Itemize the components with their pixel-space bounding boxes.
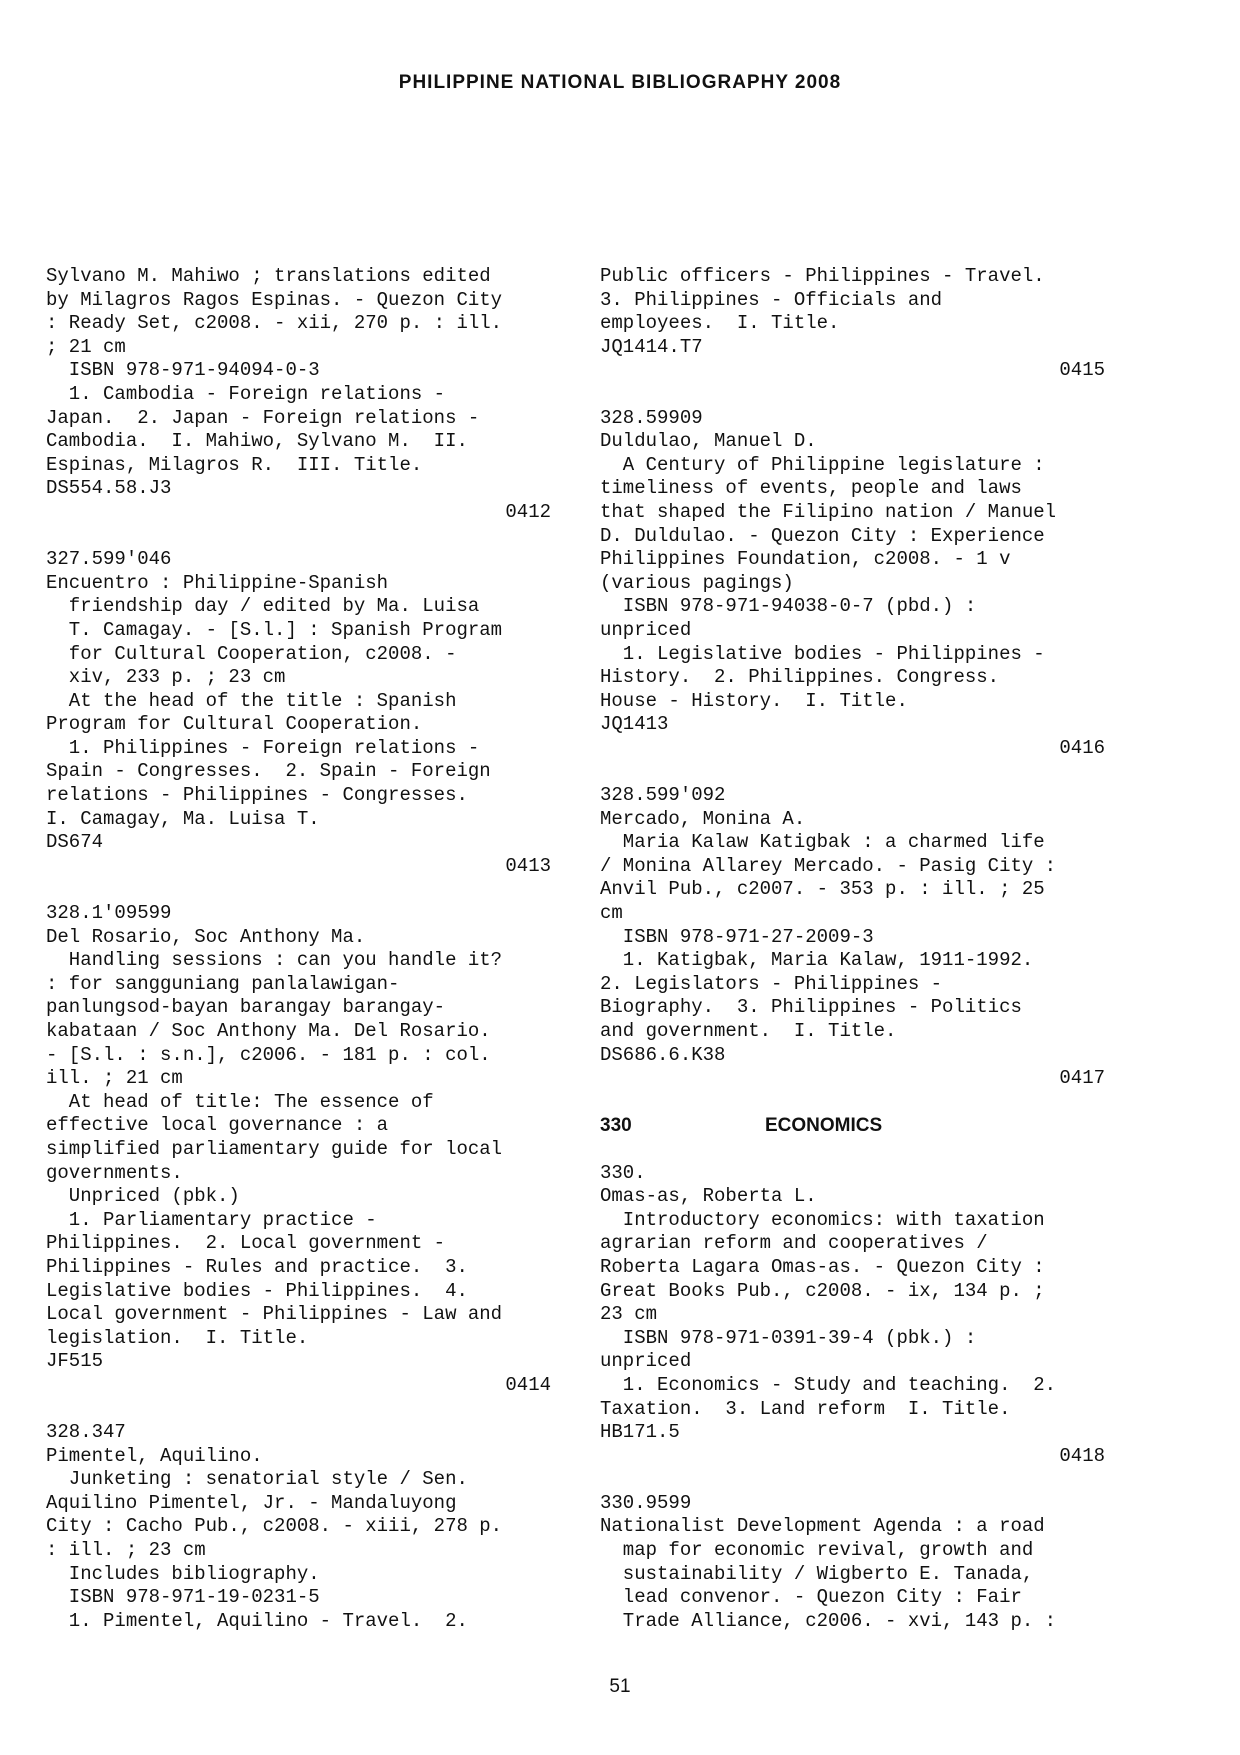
entry-line: City : Cacho Pub., c2008. - xiii, 278 p.	[46, 1515, 503, 1538]
entry-line: 1. Parliamentary practice -	[46, 1208, 377, 1231]
entry-line: cm	[600, 902, 623, 925]
entry-line: xiv, 233 p. ; 23 cm	[46, 666, 286, 689]
entry-line: T. Camagay. - [S.l.] : Spanish Program	[46, 618, 503, 641]
entry-number: 0416	[1059, 736, 1105, 759]
entry-line: Espinas, Milagros R. III. Title.	[46, 453, 423, 476]
entry-line: effective local governance : a	[46, 1114, 389, 1137]
entry-line: unpriced	[600, 1350, 692, 1373]
entry-line: Philippines. 2. Local government -	[46, 1232, 446, 1255]
entry-line: Anvil Pub., c2007. - 353 p. : ill. ; 25	[600, 878, 1045, 901]
entry-line: 330.9599	[600, 1491, 692, 1514]
entry-line: Sylvano M. Mahiwo ; translations edited	[46, 265, 491, 287]
entry-line: : for sangguniang panlalawigan-	[46, 972, 400, 995]
entry-line: At the head of the title : Spanish	[46, 689, 457, 712]
entry-line: DS674	[46, 831, 104, 854]
entry-line: Duldulao, Manuel D.	[600, 430, 817, 453]
entry-line: History. 2. Philippines. Congress.	[600, 666, 1000, 689]
bibliography-entry	[46, 548, 551, 878]
section-heading	[600, 1114, 1105, 1138]
entry-line: unpriced	[600, 618, 692, 641]
entry-line: 23 cm	[600, 1303, 658, 1326]
entry-line: Cambodia. I. Mahiwo, Sylvano M. II.	[46, 430, 468, 453]
bibliography-entry	[46, 1421, 551, 1633]
right-column	[600, 265, 1105, 1633]
entry-line: Roberta Lagara Omas-as. - Quezon City :	[600, 1255, 1045, 1278]
entry-line: Philippines Foundation, c2008. - 1 v	[600, 548, 1011, 571]
entry-line: lead convenor. - Quezon City : Fair	[600, 1586, 1022, 1609]
entry-line: 327.599'046	[46, 548, 172, 571]
entry-line: ISBN 978-971-19-0231-5	[46, 1586, 320, 1609]
left-column	[46, 265, 551, 1633]
entry-line: (various pagings)	[600, 571, 794, 594]
page-title: PHILIPPINE NATIONAL BIBLIOGRAPHY 2008	[398, 72, 842, 93]
entry-line: Japan. 2. Japan - Foreign relations -	[46, 406, 480, 429]
entry-line: At head of title: The essence of	[46, 1090, 434, 1113]
entry-line: 330.	[600, 1161, 646, 1184]
entry-line: JQ1413	[600, 713, 669, 736]
entry-line: Omas-as, Roberta L.	[600, 1185, 817, 1208]
entry-line: Spain - Congresses. 2. Spain - Foreign	[46, 760, 491, 783]
entry-line: DS554.58.J3	[46, 477, 172, 500]
bibliography-entry	[46, 265, 551, 525]
entry-number: 0412	[505, 500, 551, 523]
entry-line: Biography. 3. Philippines - Politics	[600, 996, 1022, 1019]
entry-line: kabataan / Soc Anthony Ma. Del Rosario.	[46, 1020, 491, 1042]
entry-line: / Monina Allarey Mercado. - Pasig City :	[600, 854, 1057, 877]
entry-line: Philippines - Rules and practice. 3.	[46, 1255, 468, 1278]
entry-line: and government. I. Title.	[600, 1020, 897, 1042]
entry-line: House - History. I. Title.	[600, 689, 908, 712]
entry-line: : ill. ; 23 cm	[46, 1539, 206, 1562]
entry-number: 0413	[505, 854, 551, 877]
entry-line: ISBN 978-971-27-2009-3	[600, 925, 874, 948]
entry-line: Aquilino Pimentel, Jr. - Mandaluyong	[46, 1491, 457, 1514]
entry-line: by Milagros Ragos Espinas. - Quezon City	[46, 288, 503, 311]
page-number: 51	[609, 1676, 631, 1697]
entry-line: for Cultural Cooperation, c2008. -	[46, 642, 457, 665]
bibliography-entry	[600, 1492, 1105, 1634]
entry-line: 1. Cambodia - Foreign relations -	[46, 382, 446, 405]
entry-line: - [S.l. : s.n.], c2006. - 181 p. : col.	[46, 1043, 491, 1066]
entry-line: 328.59909	[600, 406, 703, 429]
entry-line: Mercado, Monina A.	[600, 807, 806, 830]
entry-line: 328.347	[46, 1421, 126, 1444]
entry-line: ISBN 978-971-94038-0-7 (pbd.) :	[600, 595, 977, 618]
entry-line: friendship day / edited by Ma. Luisa	[46, 595, 480, 618]
entry-line: 1. Legislative bodies - Philippines -	[600, 642, 1045, 665]
entry-line: Pimentel, Aquilino.	[46, 1444, 263, 1467]
entry-line: Public officers - Philippines - Travel.	[600, 265, 1045, 287]
entry-number: 0417	[1059, 1067, 1105, 1090]
entry-line: 328.1'09599	[46, 902, 172, 925]
entry-number: 0418	[1059, 1444, 1105, 1467]
bibliography-entry	[600, 265, 1105, 383]
entry-line: ; 21 cm	[46, 335, 126, 358]
entry-line: JQ1414.T7	[600, 335, 703, 358]
section-number: 330	[600, 1115, 632, 1137]
entry-line: Legislative bodies - Philippines. 4.	[46, 1279, 468, 1302]
entry-line: legislation. I. Title.	[46, 1326, 309, 1349]
entry-line: Trade Alliance, c2006. - xvi, 143 p. :	[600, 1609, 1057, 1632]
bibliography-entry	[600, 784, 1105, 1091]
entry-line: ISBN 978-971-0391-39-4 (pbk.) :	[600, 1326, 977, 1349]
entry-line: 1. Philippines - Foreign relations -	[46, 736, 480, 759]
entry-line: employees. I. Title.	[600, 312, 840, 335]
entry-line: sustainability / Wigberto E. Tanada,	[600, 1562, 1034, 1585]
entry-line: Unpriced (pbk.)	[46, 1185, 240, 1208]
entry-line: Maria Kalaw Katigbak : a charmed life	[600, 831, 1045, 854]
entry-line: HB171.5	[600, 1421, 680, 1444]
entry-line: 3. Philippines - Officials and	[600, 288, 943, 311]
entry-line: ISBN 978-971-94094-0-3	[46, 359, 320, 382]
entry-line: Introductory economics: with taxation	[600, 1208, 1045, 1231]
entry-line: timeliness of events, people and laws	[600, 477, 1022, 500]
entry-line: Del Rosario, Soc Anthony Ma.	[46, 925, 366, 948]
entry-line: Includes bibliography.	[46, 1562, 320, 1585]
entry-line: A Century of Philippine legislature :	[600, 453, 1045, 476]
entry-line: Taxation. 3. Land reform I. Title.	[600, 1397, 1011, 1420]
entry-line: that shaped the Filipino nation / Manuel	[600, 500, 1057, 523]
entry-number: 0415	[1059, 359, 1105, 382]
bibliography-entry	[46, 902, 551, 1397]
entry-line: panlungsod-bayan barangay barangay-	[46, 996, 446, 1019]
entry-line: JF515	[46, 1350, 104, 1373]
section-title: ECONOMICS	[765, 1115, 883, 1137]
entry-number: 0414	[505, 1373, 551, 1396]
entry-line: DS686.6.K38	[600, 1043, 726, 1066]
bibliography-entry	[600, 1162, 1105, 1469]
entry-line: Handling sessions : can you handle it?	[46, 949, 503, 972]
entry-line: Nationalist Development Agenda : a road	[600, 1515, 1045, 1538]
entry-line: governments.	[46, 1161, 183, 1184]
entry-line: map for economic revival, growth and	[600, 1539, 1034, 1562]
entry-line: 328.599'092	[600, 784, 726, 807]
entry-line: : Ready Set, c2008. - xii, 270 p. : ill.	[46, 312, 503, 335]
entry-line: 2. Legislators - Philippines -	[600, 972, 943, 995]
bibliography-entry	[600, 407, 1105, 761]
entry-line: relations - Philippines - Congresses.	[46, 784, 468, 807]
entry-line: simplified parliamentary guide for local	[46, 1137, 503, 1160]
entry-line: agrarian reform and cooperatives /	[600, 1232, 988, 1255]
entry-line: Great Books Pub., c2008. - ix, 134 p. ;	[600, 1279, 1045, 1302]
entry-line: D. Duldulao. - Quezon City : Experience	[600, 524, 1045, 547]
entry-line: 1. Pimentel, Aquilino - Travel. 2.	[46, 1609, 468, 1632]
entry-line: 1. Economics - Study and teaching. 2.	[600, 1373, 1057, 1396]
entry-line: Program for Cultural Cooperation.	[46, 713, 423, 736]
entry-line: 1. Katigbak, Maria Kalaw, 1911-1992.	[600, 949, 1034, 972]
entry-line: I. Camagay, Ma. Luisa T.	[46, 807, 320, 830]
entry-line: Local government - Philippines - Law and	[46, 1303, 503, 1326]
entry-line: Encuentro : Philippine-Spanish	[46, 571, 389, 594]
entry-line: Junketing : senatorial style / Sen.	[46, 1468, 468, 1491]
entry-line: ill. ; 21 cm	[46, 1067, 183, 1090]
